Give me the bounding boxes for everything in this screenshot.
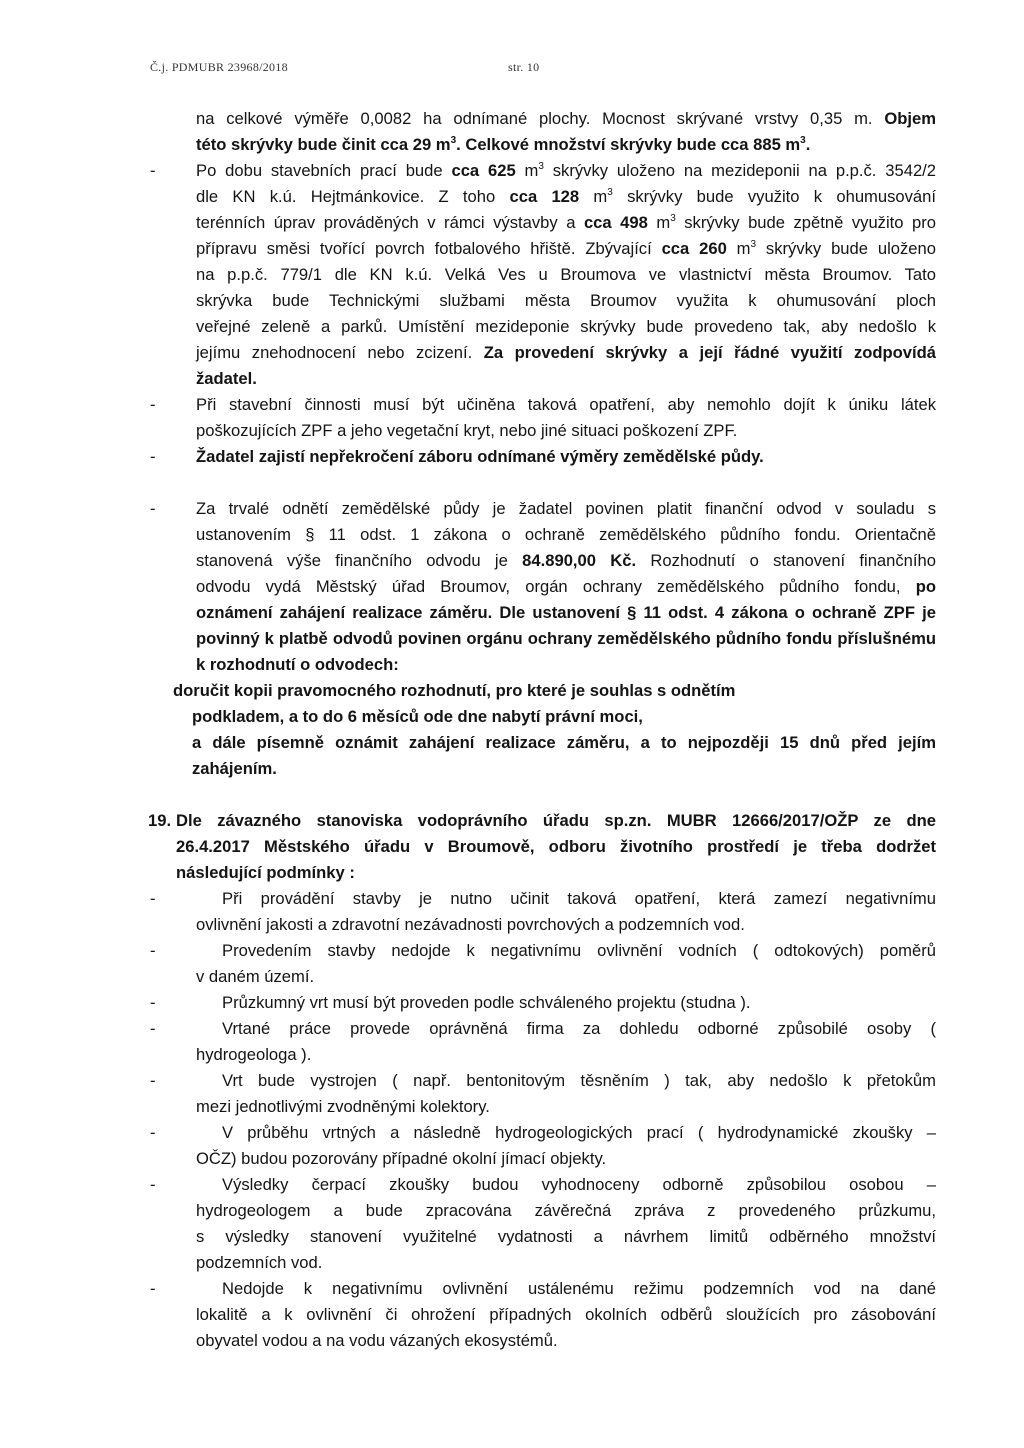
list-item-topsoil-storage: [196, 158, 936, 392]
list-item-pump-test: [196, 1172, 936, 1276]
text-line: Vrtané práce provede oprávněná firma za dohledu odborné způsobilé osoby (: [222, 1019, 936, 1038]
text-line: mezi jednotlivými zvodněnými kolektory.: [196, 1097, 490, 1116]
text-line: Provedením stavby nedojde k negativnímu ovlivnění vodních ( odtokových) poměrů: [222, 941, 936, 960]
list-item-land-limit: [196, 444, 936, 470]
text-line: Výsledky čerpací zkoušky budou vyhodnoceny odborně způsobilou osobou –: [222, 1175, 936, 1194]
paragraph-area: [196, 106, 936, 158]
section-19-heading: [176, 808, 936, 886]
text-line: následující podmínky :: [176, 863, 355, 882]
text-line: na celkové výměře 0,0082 ha odnímané plochy. Mocnost skrývané vrstvy 0,35 m. Objem: [196, 109, 936, 128]
list-item-runoff: [196, 938, 936, 990]
text-line: přípravu směsi tvořící povrch fotbalového hřiště. Zbývající cca 260 $m^3$ skrývky bude uloženo: [196, 239, 936, 258]
list-dash: -: [150, 395, 156, 414]
text-line: Průzkumný vrt musí být proveden podle schváleného projektu (studna ).: [222, 993, 751, 1012]
text-line: jejímu znehodnocení nebo zcizení. Za provedení skrývky a její řádné využití zodpovídá: [196, 343, 936, 362]
list-dash: -: [150, 1279, 156, 1298]
list-dash: -: [150, 1175, 156, 1194]
text-line: v daném území.: [196, 967, 315, 986]
text-line: Dle závazného stanoviska vodoprávního úřadu sp.zn. MUBR 12666/2017/OŽP ze dne: [176, 811, 936, 830]
list-item-water-quality: [196, 886, 936, 938]
text-line: Při provádění stavby je nutno učinit taková opatření, která zamezí negativnímu: [222, 889, 936, 908]
list-dash: -: [150, 499, 156, 518]
list-dash: -: [150, 1071, 156, 1090]
text-line: lokalitě a k ovlivnění či ohrožení případných okolních odběrů sloužících pro zásobování: [196, 1305, 936, 1324]
levy-obligations: [173, 678, 936, 704]
list-item-survey-well: [196, 990, 936, 1016]
text-line: obyvatel vodou a na vodu vázaných ekosystémů.: [196, 1331, 558, 1350]
text-line: a dále písemně oznámit zahájení realizace záměru, a to nejpozději 15 dnů před jejím: [192, 733, 936, 752]
text-line: Žadatel zajistí nepřekročení záboru odnímané výměry zemědělské půdy.: [196, 447, 764, 466]
text-line: Vrt bude vystrojen ( např. bentonitovým těsněním ) tak, aby nedošlo k přetokům: [222, 1071, 936, 1090]
levy-obligations: [192, 704, 936, 782]
list-item-well-casing: [196, 1068, 936, 1120]
list-dash: -: [150, 447, 156, 466]
text-line: dle KN k.ú. Hejtmánkovice. Z toho cca 128 $m^3$ skrývky bude využito k ohumusování: [196, 187, 936, 206]
list-dash: -: [150, 889, 156, 908]
text-line: skrývka bude Technickými službami města Broumov využita k ohumusování ploch: [196, 291, 936, 310]
list-item-groundwater-regime: [196, 1276, 936, 1354]
page-header: [150, 60, 540, 75]
text-line: ustanovením § 11 odst. 1 zákona o ochraně zemědělského půdního fondu. Orientačně: [196, 525, 936, 544]
page-number: str. 10: [508, 60, 540, 74]
text-line: OČZ) budou pozorovány případné okolní jímací objekty.: [196, 1149, 607, 1168]
text-line: Nedojde k negativnímu ovlivnění ustálenému režimu podzemních vod na dané: [222, 1279, 936, 1298]
text-line: k rozhodnutí o odvodech:: [196, 655, 399, 674]
text-line: terénních úprav prováděných v rámci výstavby a cca 498 $m^3$ skrývky bude zpětně využito pro: [196, 213, 936, 232]
text-line: hydrogeologem a bude zpracována závěrečná zpráva z provedeného průzkumu,: [196, 1201, 936, 1220]
text-line: odvodu vydá Městský úřad Broumov, orgán ochrany zemědělského půdního fondu, po: [196, 577, 936, 596]
text-line: 26.4.2017 Městského úřadu v Broumově, odboru životního prostředí je třeba dodržet: [176, 837, 936, 856]
list-dash: -: [150, 161, 156, 180]
text-line: oznámení zahájení realizace záměru. Dle ustanovení § 11 odst. 4 zákona o ochraně ZPF je: [196, 603, 936, 622]
text-line: doručit kopii pravomocného rozhodnutí, pro které je souhlas s odnětím: [173, 681, 736, 700]
text-line: této skrývky bude činit cca 29 $m^3$. Celkové množství skrývky bude cca 885 $m^3$.: [196, 135, 811, 154]
list-dash: -: [150, 1123, 156, 1142]
text-line: žadatel.: [196, 369, 257, 388]
text-line: podzemních vod.: [196, 1253, 323, 1272]
list-item-monitoring: [196, 1120, 936, 1172]
text-line: s výsledky stanovení využitelné vydatnosti a návrhem limitů odběrného množství: [196, 1227, 936, 1246]
section-number: 19.: [148, 811, 172, 830]
document-reference: Č.j. PDMUBR 23968/2018: [150, 60, 288, 74]
list-dash: -: [150, 1019, 156, 1038]
text-line: Po dobu stavebních prací bude cca 625 $m^3$ skrývky uloženo na mezideponii na p.p.č. 3542/2: [196, 161, 937, 180]
text-line: hydrogeologa ).: [196, 1045, 312, 1064]
text-line: Při stavební činnosti musí být učiněna taková opatření, aby nemohlo dojít k úniku látek: [196, 395, 936, 414]
text-line: Za trvalé odnětí zemědělské půdy je žadatel povinen platit finanční odvod v souladu s: [196, 499, 936, 518]
text-line: povinný k platbě odvodů povinen orgánu ochrany zemědělského půdního fondu příslušnému: [196, 629, 936, 648]
text-line: poškozujících ZPF a jeho vegetační kryt, nebo jiné situaci poškození ZPF.: [196, 421, 738, 440]
text-line: podkladem, a to do 6 měsíců ode dne nabytí právní moci,: [192, 707, 643, 726]
text-line: V průběhu vrtných a následně hydrogeologických prací ( hydrodynamické zkoušky –: [222, 1123, 936, 1142]
text-line: na p.p.č. 779/1 dle KN k.ú. Velká Ves u Broumova ve vlastnictví města Broumov. Tato: [196, 265, 936, 284]
list-item-construction-measures: [196, 392, 936, 444]
text-line: stanovená výše finančního odvodu je 84.890,00 Kč. Rozhodnutí o stanovení finančního: [196, 551, 936, 570]
text-line: veřejné zeleně a parků. Umístění mezideponie skrývky bude provedeno tak, aby nedošlo k: [196, 317, 936, 336]
list-item-drilling-works: [196, 1016, 936, 1068]
text-line: zahájením.: [192, 759, 277, 778]
text-line: ovlivnění jakosti a zdravotní nezávadnosti povrchových a podzemních vod.: [196, 915, 745, 934]
list-item-financial-levy: [196, 496, 936, 678]
list-dash: -: [150, 993, 156, 1012]
list-dash: -: [150, 941, 156, 960]
